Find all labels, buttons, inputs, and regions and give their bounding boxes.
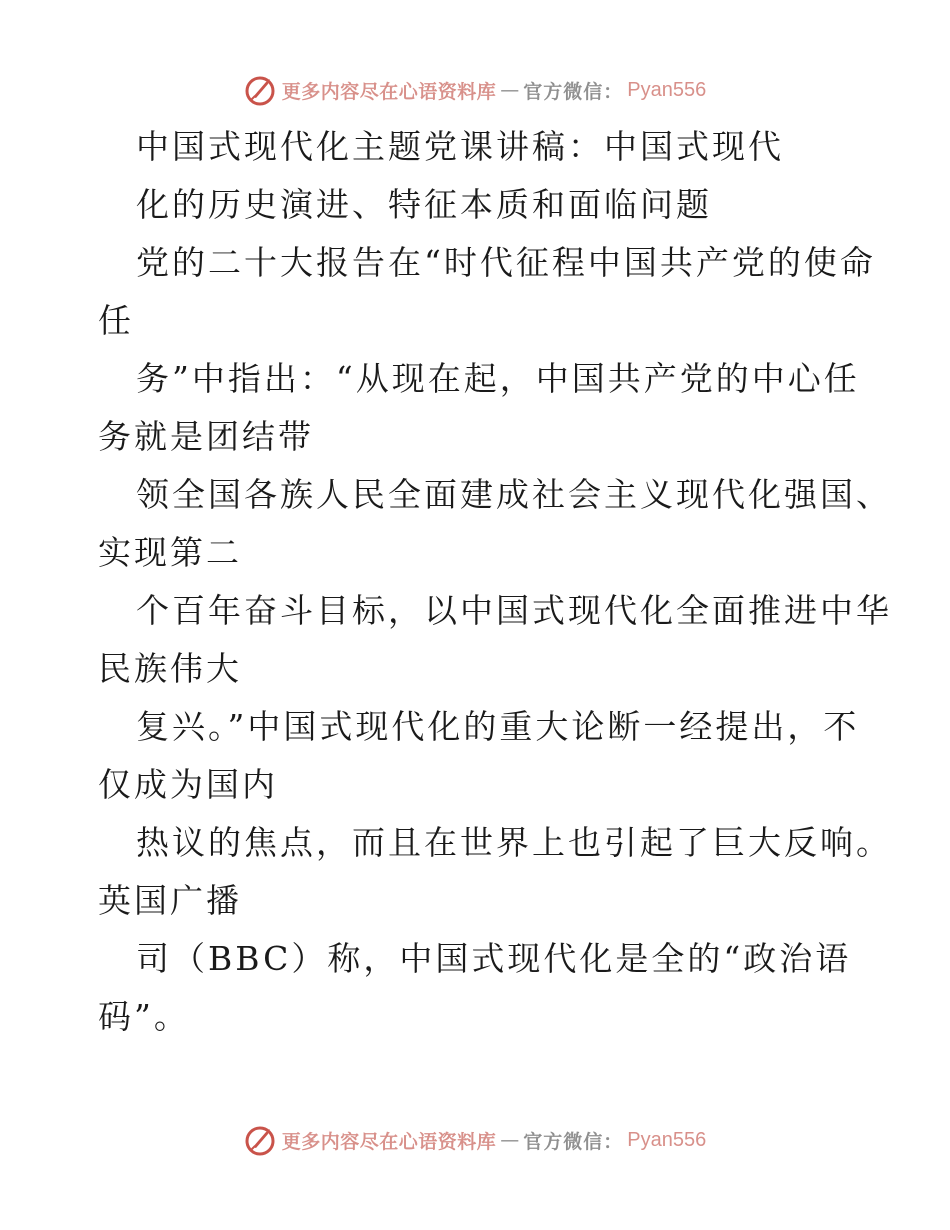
quill-logo-icon	[244, 73, 278, 107]
watermark-group	[244, 73, 707, 107]
paragraph-line: 实现第二	[98, 533, 242, 572]
watermark-separator: —	[500, 79, 520, 101]
paragraph-line: 仅成为国内	[98, 765, 278, 804]
paragraph-line: 党的二十大报告在“时代征程中国共产党的使命	[136, 243, 876, 282]
paragraph-line: 务就是团结带	[98, 417, 314, 456]
quill-logo-icon	[244, 1123, 278, 1157]
paragraph-line: 务”中指出：“从现在起，中国共产党的中心任	[136, 359, 860, 398]
paragraph-line: 领全国各族人民全面建成社会主义现代化强国、	[136, 475, 892, 514]
watermark-wechat-id: Pyan556	[627, 1128, 707, 1151]
paragraph-line: 码”。	[98, 997, 190, 1036]
watermark-site-text: 更多内容尽在心语资料库	[281, 80, 497, 103]
paragraph-line: 热议的焦点，而且在世界上也引起了巨大反响。	[136, 823, 892, 862]
title-line-2: 化的历史演进、特征本质和面临问题	[136, 185, 712, 224]
paragraph-line: 复兴。”中国式现代化的重大论断一经提出，不	[136, 707, 860, 746]
watermark-group	[244, 1123, 707, 1157]
watermark-label: 官方微信：	[523, 80, 624, 103]
watermark-site-text: 更多内容尽在心语资料库	[281, 1130, 497, 1153]
title-line-1: 中国式现代化主题党课讲稿：中国式现代	[136, 127, 784, 166]
paragraph-line: 英国广播	[98, 881, 242, 920]
paragraph-line: 个百年奋斗目标，以中国式现代化全面推进中华	[136, 591, 892, 630]
footer-watermark	[0, 1120, 950, 1160]
watermark-label: 官方微信：	[523, 1130, 624, 1153]
paragraph-line: 任	[98, 301, 134, 340]
watermark-separator: —	[500, 1129, 520, 1151]
header-watermark	[0, 70, 950, 110]
paragraph-line: 民族伟大	[98, 649, 242, 688]
watermark-wechat-id: Pyan556	[627, 78, 707, 101]
paragraph-line: 司（BBC）称，中国式现代化是全的“政治语	[136, 939, 852, 978]
